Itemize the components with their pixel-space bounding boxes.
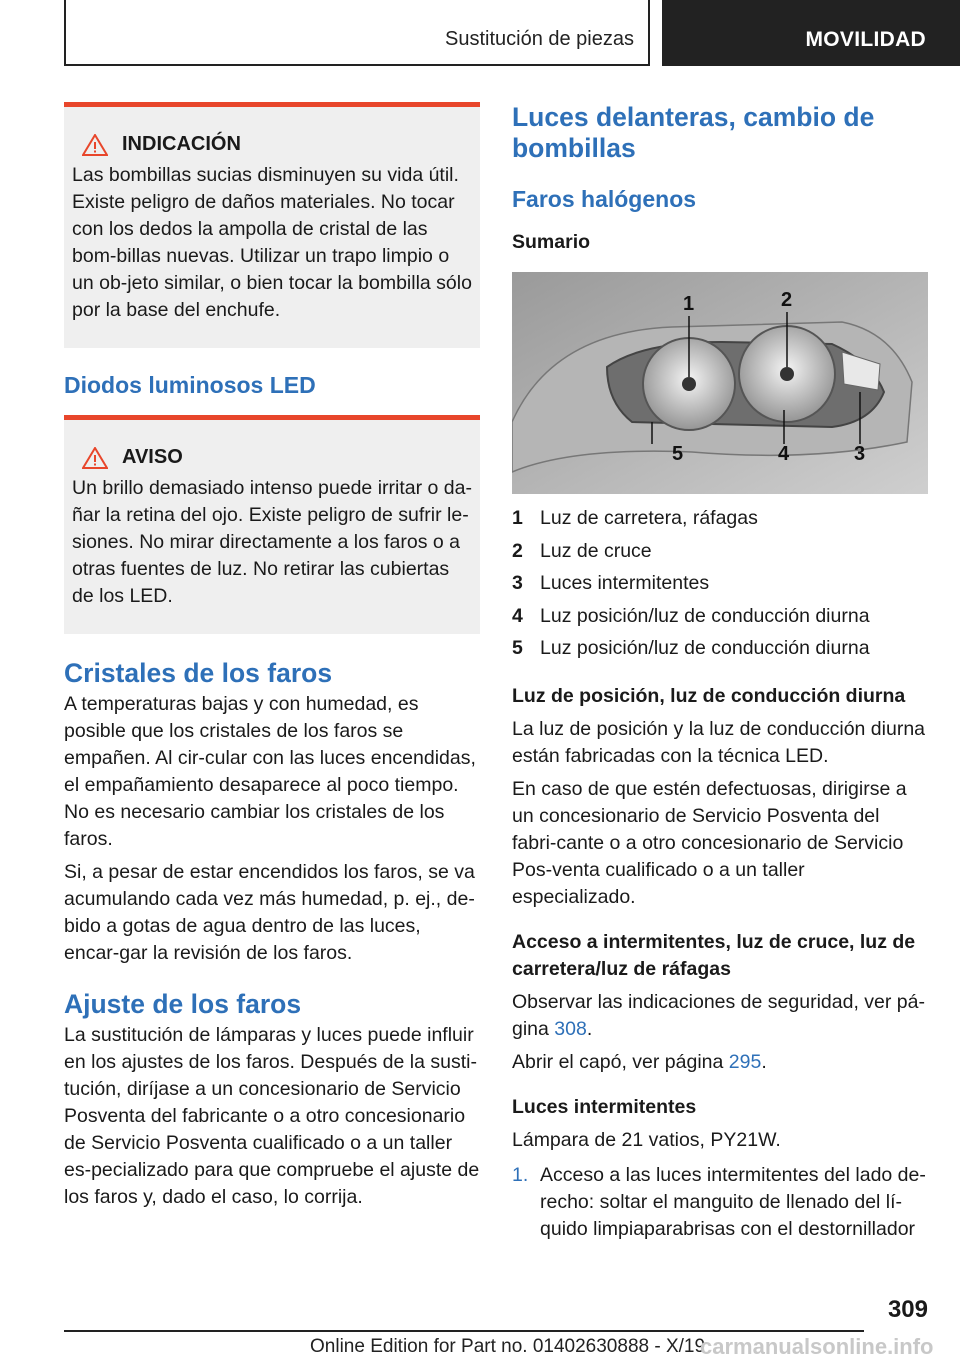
legend-item: 1 Luz de carretera, ráfagas (512, 507, 758, 529)
figure-label-5: 5 (672, 443, 684, 465)
page-number: 309 (887, 1296, 928, 1323)
acceso-heading: Acceso a intermitentes, luz de cruce, luz de carretera/luz de ráfagas (512, 930, 916, 980)
chapter-tab-label: MOVILIDAD (805, 28, 926, 51)
edition-note: Online Edition for Part no. 01402630888 - X/19 (310, 1336, 706, 1357)
figure-label-1: 1 (683, 293, 695, 315)
section-title: Sustitución de piezas (444, 28, 634, 50)
notice-text: Las bombillas sucias disminuyen su vida útil. Existe peligro de daños materiales. No tocar con los dedos la ampolla de cristal de las bom-billas nuevas. Utilizar un trapo limpio o un ob-jeto similar, o bien tocar la bombilla sólo por la base del enchufe. (72, 164, 472, 321)
ajuste-paragraph: La sustitución de lámparas y luces puede influir en los ajustes de los faros. Después de la susti-tución, diríjase a un concesionario de Servicio Posventa del fabricante o a otro concesionario de Servicio Posventa cualificado o a un taller es-pecializado para que compruebe el ajuste de los faros y, dado el caso, lo corrija. (64, 1024, 480, 1208)
sub-heading: Faros halógenos (512, 186, 697, 212)
posicion-paragraph-1: La luz de posición y la luz de conducción diurna están fabricadas con la técnica LED. (512, 717, 926, 767)
cristales-paragraph-1: A temperaturas bajas y con humedad, es posible que los cristales de los faros se empañen. Al cir-cular con las luces encendidas, el empañamiento desaparece al poco tiempo. No es necesario cambiar los cristales de los faros. (64, 693, 476, 850)
main-heading: Luces delanteras, cambio de bombillas (512, 102, 875, 163)
left-column (64, 102, 480, 1211)
notice-title: INDICACIÓN (122, 133, 241, 155)
cristales-heading: Cristales de los faros (64, 658, 333, 688)
header-box (64, 0, 650, 66)
notice-aviso (64, 415, 480, 634)
led-heading: Diodos luminosos LED (64, 372, 316, 398)
watermark: carmanualsonline.info (700, 1334, 934, 1359)
notice-text: Un brillo demasiado intenso puede irritar o da-ñar la retina del ojo. Existe peligro de sufrir le-siones. No mirar directamente a los faros o a otras fuentes de luz. No retirar las cubiertas de los LED. (72, 477, 472, 607)
figure-legend (512, 502, 928, 665)
legend-item: 2 Luz de cruce (512, 539, 652, 562)
notice-title: AVISO (122, 446, 183, 468)
figure-label-4: 4 (778, 443, 790, 465)
page-link-295[interactable]: 295 (728, 1050, 762, 1073)
warning-triangle-icon (82, 447, 108, 469)
footer-divider (64, 1330, 864, 1332)
warning-triangle-icon (82, 134, 108, 156)
legend-item: 5 Luz posición/luz de conducción diurna (512, 637, 870, 659)
ajuste-heading: Ajuste de los faros (64, 989, 302, 1019)
notice-indicacion (64, 102, 480, 348)
right-column (512, 102, 928, 1243)
intermitentes-heading: Luces intermitentes (512, 1095, 697, 1118)
steps-list (512, 1162, 928, 1243)
headlight-figure (512, 272, 928, 494)
acceso-paragraph-2: Abrir el capó, ver página 295. (512, 1050, 767, 1073)
legend-item: 3 Luces intermitentes (512, 572, 710, 594)
cristales-paragraph-2: Si, a pesar de estar encendidos los faros, se va acumulando cada vez más humedad, p. ej., de-bido a gotas de agua dentro de las luces, encar-gar la revisión de los faros. (64, 861, 475, 964)
sumario-label: Sumario (512, 231, 591, 253)
chapter-tab (662, 0, 960, 66)
figure-label-3: 3 (854, 443, 866, 465)
legend-item: 4 Luz posición/luz de conducción diurna (512, 604, 870, 627)
acceso-paragraph-1: Observar las indicaciones de seguridad, ver pá-gina 308. (512, 990, 925, 1040)
step-item: 1. Acceso a las luces intermitentes del lado de-recho: soltar el manguito de llenado del lí-quido limpiaparabrisas con el destornillador (512, 1163, 926, 1240)
posicion-paragraph-2: En caso de que estén defectuosas, dirigirse a un concesionario de Servicio Posventa del fabri-cante o a otro concesionario de Servicio Pos-venta cualificado o a un taller especializado. (512, 777, 907, 908)
page-link-308[interactable]: 308 (554, 1017, 587, 1040)
figure-label-2: 2 (781, 289, 793, 311)
posicion-heading: Luz de posición, luz de conducción diurna (512, 684, 906, 707)
intermitentes-paragraph: Lámpara de 21 vatios, PY21W. (512, 1128, 781, 1151)
